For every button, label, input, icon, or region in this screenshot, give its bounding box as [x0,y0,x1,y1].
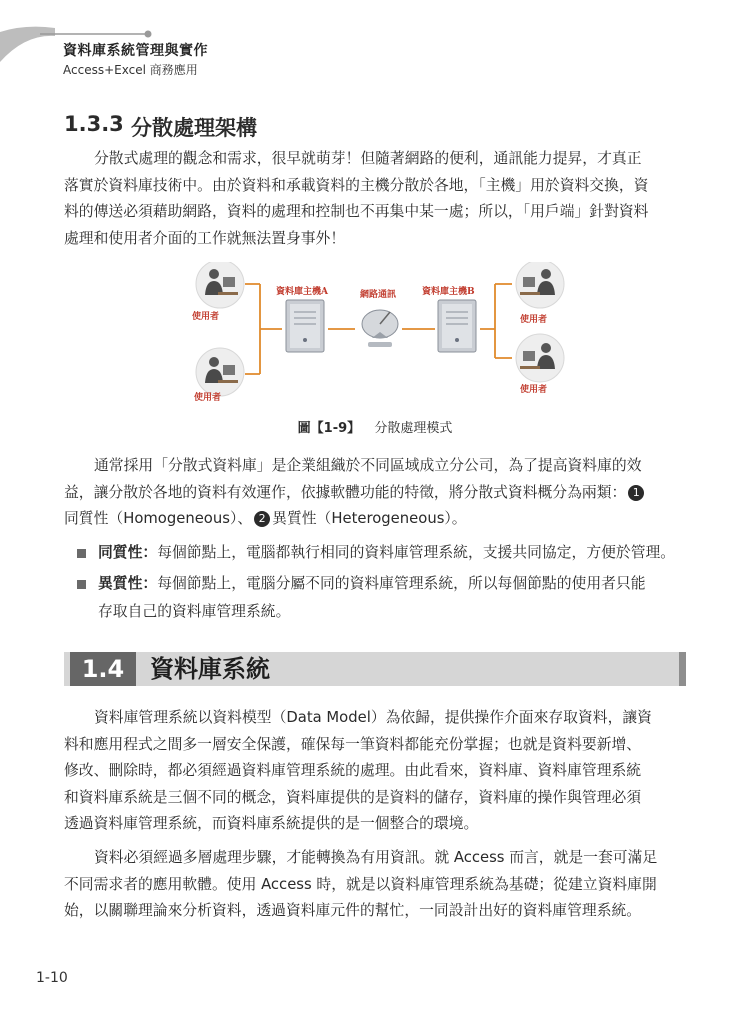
paragraph-distributed-processing [64,146,688,252]
section-title: 資料庫系統 [150,655,270,683]
text-line: 資料必須經過多層處理步驟，才能轉換為有用資訊。就 Access 而言，就是一套可滿足 [94,849,658,866]
connector-right-bottom [495,329,512,358]
label-host-a: 資料庫主機A [276,287,328,297]
text-line: 料的傳送必須藉助網路，資料的處理和控制也不再集中某一處；所以，「用戶端」針對資料 [64,203,649,220]
bullet-term: 同質性： [98,544,158,561]
text-segment: 同質性（Homogeneous）、 [64,510,253,527]
paragraph-dbms [64,705,688,838]
paragraph-access [64,845,688,925]
bullet-square-icon [77,580,86,589]
distributed-processing-diagram [190,262,570,412]
book-title: 資料庫系統管理與實作 [63,43,208,59]
section-title: 分散處理架構 [131,116,257,140]
section-banner-accent [679,652,686,686]
user-icon-right-bottom [516,334,564,382]
text-line: 料和應用程式之間多一層安全保護，確保每一筆資料都能充份掌握；也就是資料要新增、 [64,735,642,753]
figure-caption-label: 圖【1-9】 [297,421,361,436]
label-user-left-top: 使用者 [192,312,220,322]
bullet-text: 每個節點上，電腦分屬不同的資料庫管理系統，所以每個節點的使用者只能 [157,575,646,592]
bullet-text-continued: 存取自己的資料庫管理系統。 [98,603,291,620]
number-marker-1: 1 [628,485,644,501]
bullet-homogeneous [77,539,689,567]
bullet-heterogeneous [77,570,689,626]
server-icon-a [286,300,324,352]
bullet-text: 每個節點上，電腦都執行相同的資料庫管理系統，支援共同協定，方便於管理。 [157,544,676,561]
text-line: 始，以關聯理論來分析資料，透過資料庫元件的幫忙，一同設計出好的資料庫管理系統。 [64,902,642,919]
label-user-right-top: 使用者 [520,315,548,325]
user-icon-right-top [516,262,564,308]
user-icon-left-top [196,262,244,308]
text-line: 資料庫管理系統以資料模型（Data Model）為依歸，提供操作介面來存取資料，讓資 [94,709,652,726]
figure-caption-text: 分散處理模式 [374,421,453,436]
server-icon-b [438,300,476,352]
section-number: 1.3.3 [64,112,124,136]
paragraph-distributed-database [64,453,688,533]
book-subtitle: Access+Excel 商務應用 [63,63,198,77]
text-segment: 益，讓分散於各地的資料有效運作，依據軟體功能的特徵，將分散式資料概分為兩類： [64,483,627,501]
text-line: 和資料庫系統是三個不同的概念，資料庫提供的是資料的儲存，資料庫的操作與管理必須 [64,788,642,806]
page-number: 1-10 [36,970,68,986]
connector-right-top [480,284,512,329]
text-line [64,480,688,507]
text-line: 透過資料庫管理系統，而資料庫系統提供的是一個整合的環境。 [64,815,479,832]
number-marker-2: 2 [254,511,270,527]
label-network: 網路通訊 [360,290,397,300]
text-line: 修改、刪除時，都必須經過資料庫管理系統的處理。由此看來，資料庫、資料庫管理系統 [64,762,642,779]
connector-left-bottom [245,329,260,374]
text-line: 落實於資料庫技術中。由於資料和承載資料的主機分散於各地，「主機」用於資料交換，資 [64,176,649,194]
bullet-square-icon [77,549,86,558]
text-line: 處理和使用者介面的工作就無法置身事外！ [64,229,346,247]
text-line: 不同需求者的應用軟體。使用 Access 時，就是以資料庫管理系統為基礎；從建立資料庫開 [64,875,657,893]
bullet-term: 異質性： [98,575,158,592]
label-host-b: 資料庫主機B [422,287,475,297]
label-user-right-bottom: 使用者 [520,385,548,395]
text-segment: 異質性（Heterogeneous）。 [272,510,467,527]
satellite-dish-icon [362,310,398,347]
label-user-left-bottom: 使用者 [194,393,222,403]
section-number: 1.4 [81,655,125,683]
figure-caption [190,417,560,436]
text-line: 分散式處理的觀念和需求，很早就萌芽！但隨著網路的便利，通訊能力提昇，才真正 [94,150,642,167]
text-line: 通常採用「分散式資料庫」是企業組織於不同區域成立分公司，為了提高資料庫的效 [94,457,642,474]
user-icon-left-bottom [196,348,244,396]
text-line [64,506,688,533]
